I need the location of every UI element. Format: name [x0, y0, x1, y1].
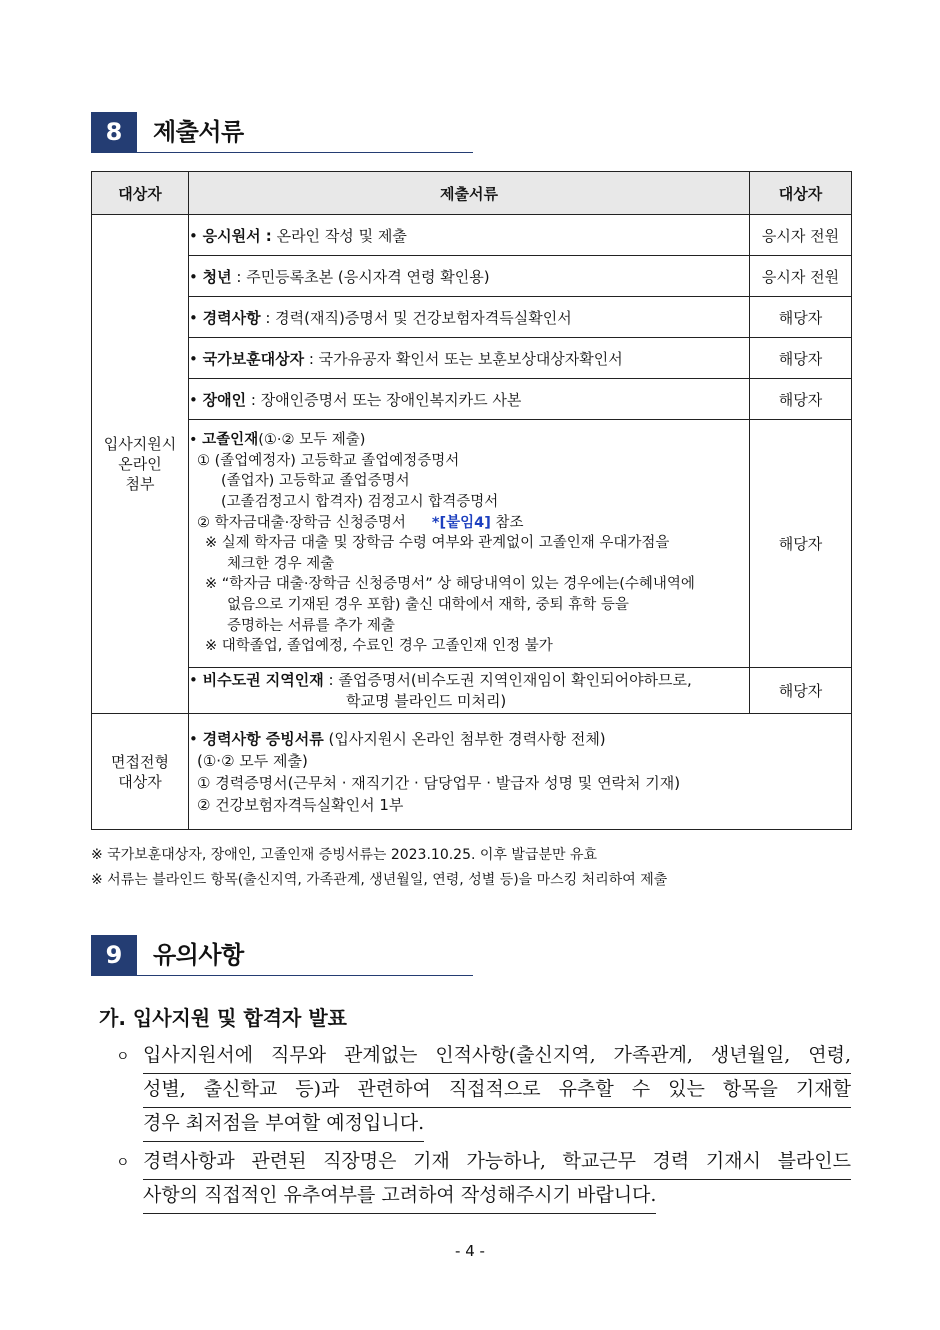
sub-heading: 가. 입사지원 및 합격자 발표 — [99, 1006, 347, 1030]
table-header-row — [92, 172, 852, 215]
doc-cell: • 비수도권 지역인재 : 졸업증명서(비수도권 지역인재임이 확인되어야하므로, 학교명 블라인드 미처리) — [189, 668, 750, 714]
header-target: 대상자 — [92, 172, 189, 215]
table-row — [92, 297, 852, 338]
bullet-icon: ㅇ — [116, 1155, 130, 1171]
section-title: 제출서류 — [153, 118, 244, 146]
table-row-interview — [92, 714, 852, 830]
who-cell: 해당자 — [750, 379, 852, 420]
header-documents: 제출서류 — [189, 172, 750, 215]
who-cell: 해당자 — [750, 297, 852, 338]
who-cell: 응시자 전원 — [750, 215, 852, 256]
doc-cell: • 국가보훈대상자 : 국가유공자 확인서 또는 보훈보상대상자확인서 — [189, 338, 750, 379]
who-cell: 해당자 — [750, 420, 852, 668]
table-row — [92, 379, 852, 420]
table-row — [92, 215, 852, 256]
doc-cell: • 응시원서 : 온라인 작성 및 제출 — [189, 215, 750, 256]
who-cell: 해당자 — [750, 338, 852, 379]
doc-cell: • 경력사항 : 경력(재직)증명서 및 건강보험자격득실확인서 — [189, 297, 750, 338]
who-cell: 해당자 — [750, 668, 852, 714]
page-number: - 4 - — [455, 1242, 485, 1260]
table-row — [92, 256, 852, 297]
table-row — [92, 338, 852, 379]
bullet-icon: ㅇ — [116, 1049, 130, 1065]
section-number: 8 — [91, 112, 137, 152]
documents-table — [91, 171, 852, 830]
doc-cell: • 고졸인재(①·② 모두 제출) ① (졸업예정자) 고등학교 졸업예정증명서 (졸업자) 고등학교 졸업증명서 (고졸검정고시 합격자) 검정고시 합격증명서 ② 학자금대출·장학금 신청증명서 *[붙임4] 참조 ※ 실제 학자금 대출 및 장학금 수령 여부와 관계없이 고졸인재 우대가점을 체크한 경우 제출 ※ “학자금 대출·장학금 신청증명서” 상 해당내역이 있는 경우에는(수혜내역에 없음으로 기재된 경우 포함) 출신 대학에서 재학, 중퇴 휴학 등을 증명하는 서류를 추가 제출 ※ 대학졸업, 졸업예정, 수료인 경우 고졸인재 인정 불가 — [189, 420, 750, 668]
group-label-interview: 면접전형 대상자 — [92, 714, 189, 830]
note-validity: ※ 국가보훈대상자, 장애인, 고졸인재 증빙서류는 2023.10.25. 이후 발급분만 유효 — [91, 847, 597, 863]
section-8-heading — [91, 112, 473, 156]
paragraph-1: ㅇ 입사지원서에 직무와 관계없는 인적사항(출신지역, 가족관계, 생년월일, 연령, 성별, 출신학교 등)과 관련하여 직접적으로 유추할 수 있는 항목을 기재할 경우 최저점을 부여할 예정입니다. — [116, 1040, 856, 1144]
header-applicant: 대상자 — [750, 172, 852, 215]
doc-cell: • 청년 : 주민등록초본 (응시자격 연령 확인용) — [189, 256, 750, 297]
section-9-heading — [91, 935, 473, 979]
group-label-online: 입사지원시 온라인 첨부 — [92, 215, 189, 714]
paragraph-2: ㅇ 경력사항과 관련된 직장명은 기재 가능하나, 학교근무 경력 기재시 블라인드 사항의 직접적인 유추여부를 고려하여 작성해주시기 바랍니다. — [116, 1146, 856, 1216]
section-underline — [91, 975, 473, 976]
table-row-grad — [92, 420, 852, 668]
doc-cell: • 경력사항 증빙서류 (입사지원시 온라인 첨부한 경력사항 전체) (①·② 모두 제출) ① 경력증명서(근무처 · 재직기간 · 담당업무 · 발급자 성명 및 연락처 기재) ② 건강보험자격득실확인서 1부 — [189, 714, 852, 830]
note-masking: ※ 서류는 블라인드 항목(출신지역, 가족관계, 생년월일, 연령, 성별 등)을 마스킹 처리하여 제출 — [91, 872, 668, 888]
section-number: 9 — [91, 935, 137, 975]
who-cell: 응시자 전원 — [750, 256, 852, 297]
section-underline — [91, 152, 473, 153]
table-row-regional — [92, 668, 852, 714]
doc-cell: • 장애인 : 장애인증명서 또는 장애인복지카드 사본 — [189, 379, 750, 420]
section-title: 유의사항 — [153, 941, 244, 969]
